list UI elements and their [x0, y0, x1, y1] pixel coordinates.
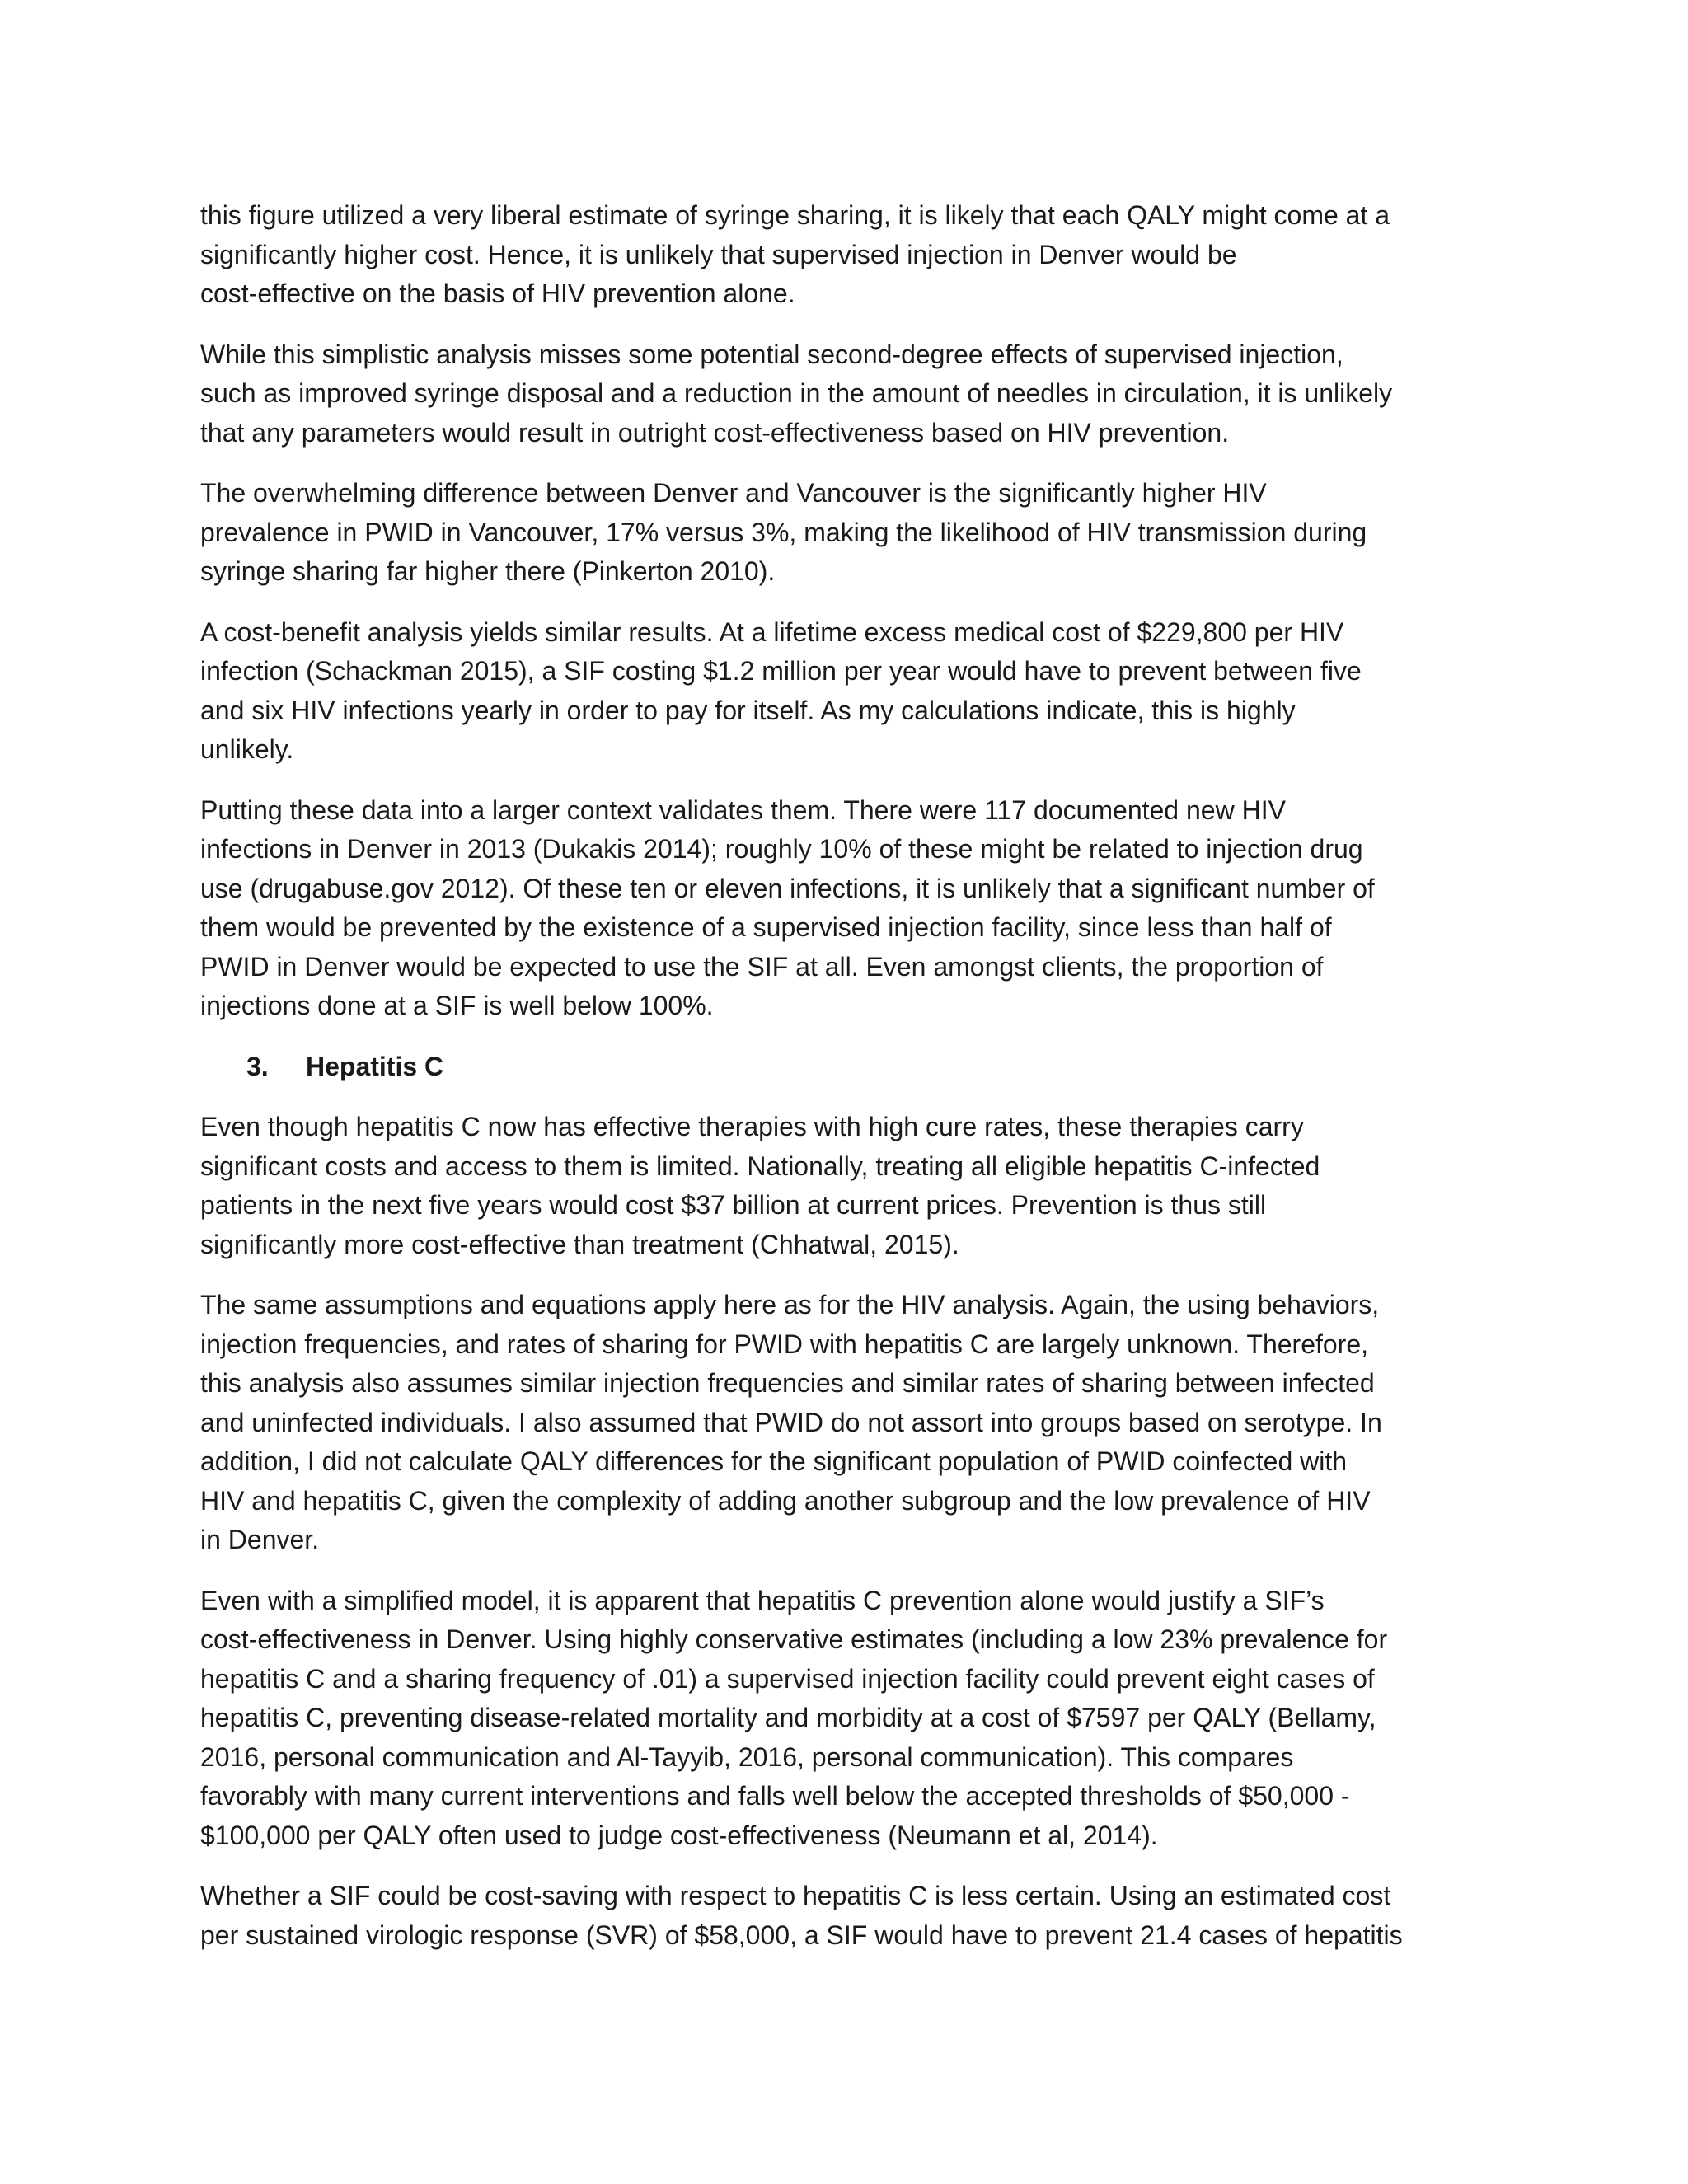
text-line: The same assumptions and equations apply here as for the HIV analysis. Again, the using behaviors,: [200, 1290, 1380, 1319]
text-line: A cost-benefit analysis yields similar results. At a lifetime excess medical cost of $229,800 per HIV: [200, 616, 1344, 647]
text-line: patients in the next five years would cost $37 billion at current prices. Prevention is thus still: [200, 1190, 1267, 1220]
text-line: Even though hepatitis C now has effective therapies with high cure rates, these therapies carry: [200, 1112, 1304, 1141]
text-line: that any parameters would result in outright cost-effectiveness based on HIV prevention.: [200, 417, 1230, 448]
paragraph: [200, 474, 1494, 592]
paragraph: [200, 1108, 1494, 1264]
text-line: unlikely.: [200, 734, 294, 764]
text-line: Whether a SIF could be cost-saving with respect to hepatitis C is less certain. Using an estimated cost: [200, 1881, 1391, 1910]
text-line: prevalence in PWID in Vancouver, 17% versus 3%, making the likelihood of HIV transmission during: [200, 517, 1367, 547]
paragraph: [200, 335, 1494, 453]
text-line: significantly more cost-effective than treatment (Chhatwal, 2015).: [200, 1229, 959, 1259]
text-line: hepatitis C, preventing disease-related mortality and morbidity at a cost of $7597 per QALY (Bellamy,: [200, 1703, 1376, 1732]
body-text-bottom: [200, 1108, 1494, 1955]
text-line: While this simplistic analysis misses some potential second-degree effects of supervised injection,: [200, 339, 1343, 369]
text-line: in Denver.: [200, 1525, 320, 1554]
paragraph: [200, 1582, 1494, 1856]
text-line: this analysis also assumes similar injection frequencies and similar rates of sharing between infected: [200, 1368, 1375, 1398]
text-line: infections in Denver in 2013 (Dukakis 2014); roughly 10% of these might be related to injection drug: [200, 834, 1363, 864]
text-line: infection (Schackman 2015), a SIF costing $1.2 million per year would have to prevent between five: [200, 656, 1362, 686]
section-number: 3.: [246, 1051, 269, 1081]
section-title: Hepatitis C: [306, 1051, 444, 1081]
paragraph: [200, 791, 1494, 1026]
text-line: such as improved syringe disposal and a reduction in the amount of needles in circulation, it is unlikely: [200, 378, 1393, 408]
text-line: injection frequencies, and rates of sharing for PWID with hepatitis C are largely unknown. Therefore,: [200, 1329, 1369, 1359]
document-page: [200, 196, 1494, 1976]
paragraph: [200, 196, 1494, 314]
body-text-top: [200, 196, 1494, 1026]
text-line: and six HIV infections yearly in order to pay for itself. As my calculations indicate, this is highly: [200, 695, 1296, 725]
text-line: Putting these data into a larger context validates them. There were 117 documented new HIV: [200, 794, 1286, 825]
paragraph: [200, 613, 1494, 770]
text-line: $100,000 per QALY often used to judge cost-effectiveness (Neumann et al, 2014).: [200, 1820, 1158, 1850]
text-line: Even with a simplified model, it is apparent that hepatitis C prevention alone would justify a SIF’s: [200, 1585, 1325, 1615]
text-line: significantly higher cost. Hence, it is unlikely that supervised injection in Denver would be: [200, 239, 1237, 269]
text-line: The overwhelming difference between Denver and Vancouver is the significantly higher HIV: [200, 478, 1267, 508]
text-line: this figure utilized a very liberal estimate of syringe sharing, it is likely that each QALY might come at a: [200, 200, 1390, 230]
text-line: cost-effectiveness in Denver. Using highly conservative estimates (including a low 23% prevalence for: [200, 1624, 1388, 1654]
text-line: syringe sharing far higher there (Pinkerton 2010).: [200, 556, 776, 586]
text-line: HIV and hepatitis C, given the complexity of adding another subgroup and the low prevalence of HIV: [200, 1485, 1371, 1516]
text-line: and uninfected individuals. I also assumed that PWID do not assort into groups based on serotype. In: [200, 1407, 1382, 1437]
text-line: PWID in Denver would be expected to use the SIF at all. Even amongst clients, the proportion of: [200, 951, 1324, 982]
paragraph: [200, 1877, 1494, 1955]
text-line: favorably with many current interventions and falls well below the accepted thresholds of $50,000 -: [200, 1781, 1350, 1811]
text-line: injections done at a SIF is well below 100%.: [200, 991, 714, 1020]
text-line: them would be prevented by the existence of a supervised injection facility, since less than half of: [200, 912, 1332, 942]
section-heading: [200, 1047, 1494, 1087]
paragraph: [200, 1286, 1494, 1560]
text-line: hepatitis C and a sharing frequency of .01) a supervised injection facility could prevent eight cases of: [200, 1663, 1375, 1694]
text-line: use (drugabuse.gov 2012). Of these ten or eleven infections, it is unlikely that a significant number of: [200, 873, 1375, 903]
text-line: addition, I did not calculate QALY differences for the significant population of PWID coinfected with: [200, 1446, 1348, 1476]
text-line: 2016, personal communication and Al-Tayyib, 2016, personal communication). This compares: [200, 1741, 1294, 1772]
text-line: cost-effective on the basis of HIV prevention alone.: [200, 279, 795, 308]
text-line: per sustained virologic response (SVR) of $58,000, a SIF would have to prevent 21.4 cases of hepatitis: [200, 1919, 1403, 1950]
text-line: significant costs and access to them is limited. Nationally, treating all eligible hepatitis C-infected: [200, 1151, 1320, 1181]
